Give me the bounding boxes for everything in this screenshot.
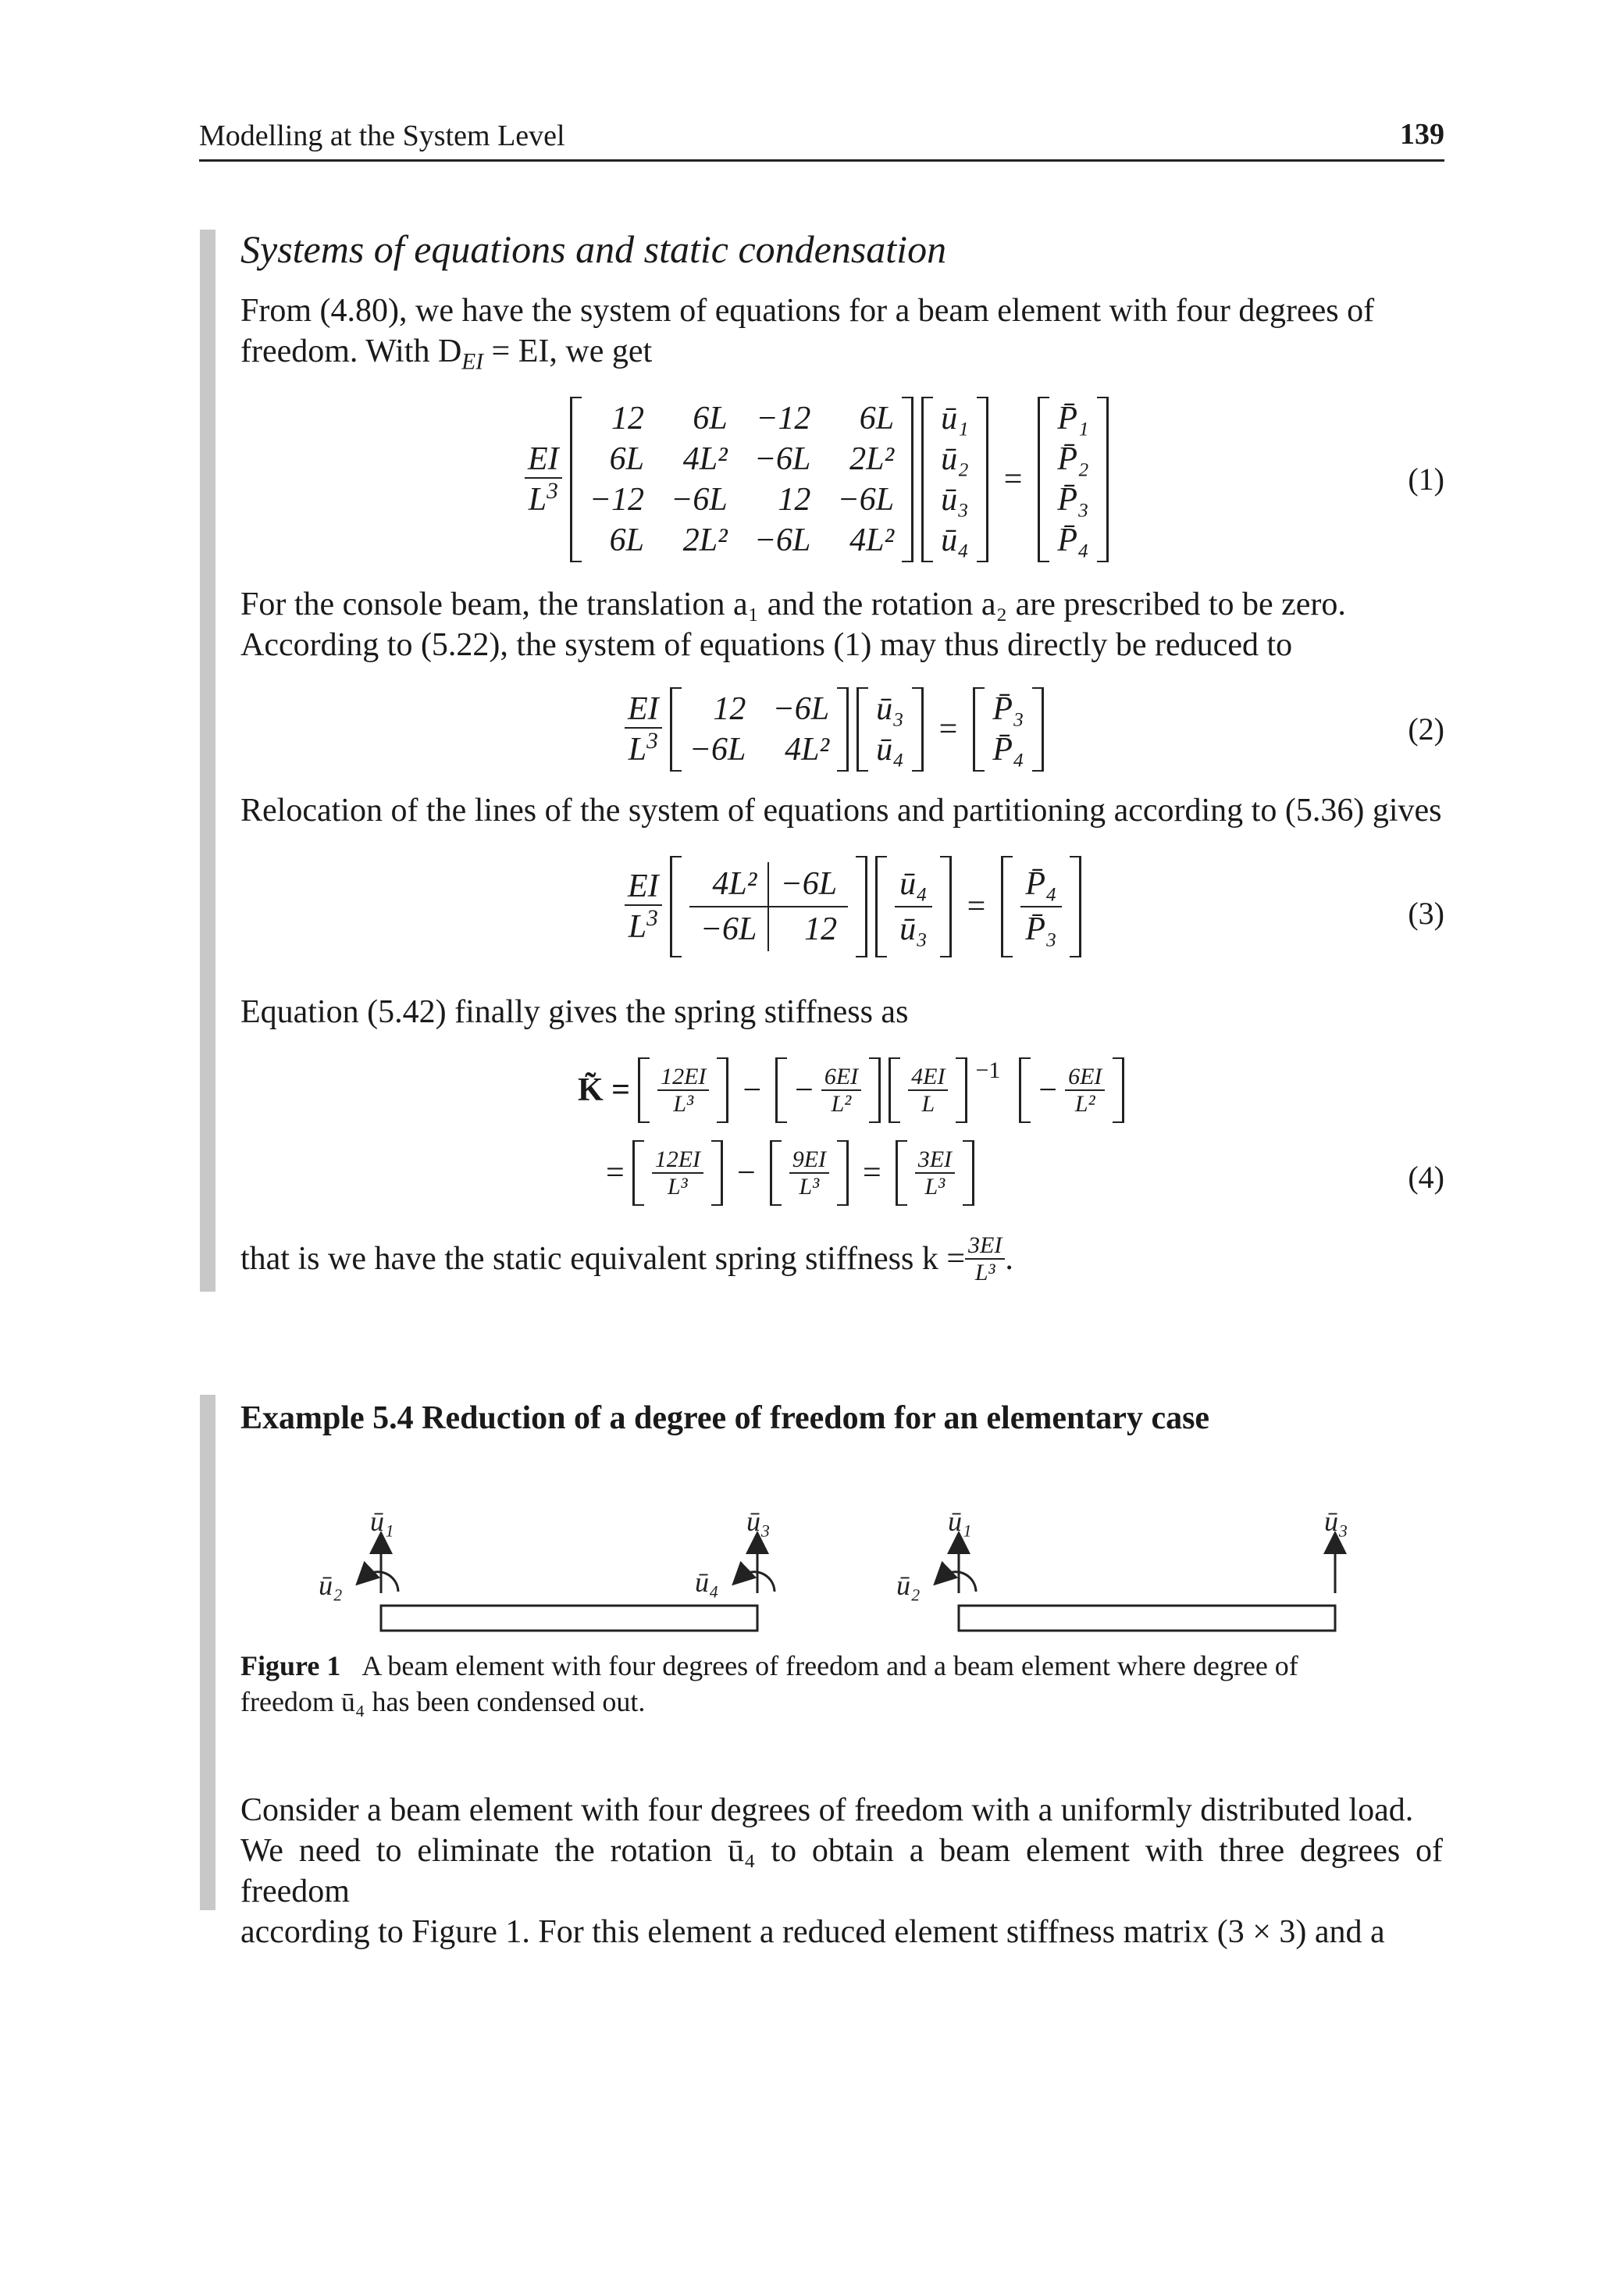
bracket-left [973,687,985,772]
example-body-line-2: We need to eliminate the rotation ū₄ to obtain a beam element with three degrees of freedom [240,1833,1443,1909]
partitioned-matrix [689,862,848,951]
matrix-entry: −6L [769,862,848,907]
vector-entry: ū₃ [876,691,904,727]
figure-caption [240,1648,1443,1720]
vector-entry: ū₃ [899,911,928,947]
eq1-coefficient: $\frac{EI}{L^3}$ [525,441,562,518]
vector-entry: P̄₃ [1025,911,1057,947]
matrix-entry: −12 [756,401,811,437]
displacement-vector [895,862,932,951]
matrix-entry: 12 [778,482,811,518]
matrix-entry: 4L² [682,441,728,477]
bracket-right [869,1057,881,1123]
matrix-entry: 12 [713,691,746,727]
example-body-line-3: according to Figure 1. For this element a reduced element stiffness matrix (3 × 3) and a [240,1914,1385,1950]
conclusion-line: that is we have the static equivalent spring stiffness k = $\frac{3EI}{\text{L³}}$ . [240,1232,1013,1285]
bracket-right [1097,397,1109,562]
matrix-entry: 6L [693,401,728,437]
bracket-left [875,856,887,957]
section-sidebar-bar [200,230,215,1292]
load-vector [1020,862,1061,951]
bracket-right [912,687,924,772]
stiffness-matrix-4x4 [589,398,894,561]
eq3-coefficient: $\frac{EI}{L^3}$ [625,868,662,945]
bracket-left [570,397,582,562]
bracket-right [956,1057,967,1123]
load-vector [1057,398,1088,561]
bracket-right [977,397,988,562]
right-u1-label: ū₁ [948,1506,972,1537]
vector-entry: P̄₂ [1057,441,1089,477]
matrix-entry: 6L [609,441,644,477]
intro-line-2: freedom. With $D_{EI}$ = EI, we get [240,333,653,375]
equation-4-line-2 [606,1140,974,1206]
bracket-left [856,687,868,772]
right-u2-label: ū₂ [896,1570,921,1601]
equation-1 [525,397,1109,562]
bracket-left [1001,856,1013,957]
minus-sign: − [737,1155,756,1191]
matrix-entry: 6L [609,522,644,558]
equation-4-intro: Equation (5.42) finally gives the spring stiffness as [240,994,909,1030]
caption-line-1: A beam element with four degrees of freedom and a beam element where degree of [361,1650,1298,1681]
console-line-2: According to (5.22), the system of equations (1) may thus directly be reduced to [240,627,1293,663]
matrix-entry: 12 [611,401,644,437]
vector-entry: ū₄ [876,732,904,768]
load-vector [992,689,1024,770]
bracket-right [963,1140,974,1206]
fraction: $\frac{3EI}{\text{L³}}$ [915,1146,955,1200]
right-u3-label: ū₃ [1324,1506,1348,1537]
vector-entry: ū₁ [941,401,969,437]
vector-entry: P̄₄ [1057,522,1089,558]
beam-figure [312,1492,1390,1640]
fraction: $\frac{4EI}{L}$ [908,1064,948,1117]
caption-label: Figure 1 [240,1650,341,1681]
minus-sign: − [743,1072,762,1108]
bracket-left [632,1140,644,1206]
running-header-title: Modelling at the System Level [199,119,565,152]
bracket-left [1019,1057,1031,1123]
left-u3-label: ū₃ [746,1506,771,1537]
matrix-entry: 6L [859,401,895,437]
bracket-left [670,856,682,957]
vector-entry: P̄₄ [992,732,1024,768]
equation-2 [625,687,1044,772]
example-body-line-1: Consider a beam element with four degrees of freedom with a uniformly distributed load. [240,1792,1414,1828]
equation-3 [625,856,1081,957]
example-body [240,1790,1443,1952]
matrix-entry: −6L [837,482,895,518]
equals-sign: = [863,1155,881,1191]
vector-entry: P̄₄ [1020,862,1061,907]
vector-entry: ū₄ [895,862,932,907]
vector-entry: P̄₃ [992,691,1024,727]
bracket-right [711,1140,723,1206]
eq2-coefficient: $\frac{EI}{L^3}$ [625,691,662,768]
bracket-right [1032,687,1044,772]
bracket-right [1113,1057,1124,1123]
bracket-right [902,397,913,562]
matrix-entry: −6L [671,482,728,518]
console-line-1: For the console beam, the translation a₁ and the rotation a₂ are prescribed to be zero. [240,586,1346,622]
negative-sign: − [795,1072,814,1108]
equation-number-1: (1) [1408,462,1444,497]
fraction: $\frac{12EI}{\text{L³}}$ [652,1146,703,1200]
vector-entry: ū₄ [941,522,969,558]
fraction: $\frac{12EI}{\text{L³}}$ [657,1064,709,1117]
matrix-entry: 4L² [785,732,830,768]
matrix-entry: 4L² [689,862,770,907]
section-title: Systems of equations and static condensation [240,227,947,271]
left-beam [381,1606,757,1631]
fraction: $\frac{6EI}{\text{L²}}$ [1065,1064,1105,1117]
relocation-line: Relocation of the lines of the system of equations and partitioning according to (5.36) gives [240,793,1442,829]
header-rule [199,159,1444,162]
example-title: Example 5.4 Reduction of a degree of freedom for an elementary case [240,1400,1210,1436]
matrix-entry: −6L [753,522,811,558]
bracket-right [940,856,952,957]
fraction: $\frac{9EI}{\text{L³}}$ [789,1146,829,1200]
left-u4-label: ū₄ [695,1567,719,1598]
bracket-left [921,397,933,562]
matrix-entry: −6L [689,907,770,951]
negative-sign: − [1038,1072,1058,1108]
bracket-left [775,1057,787,1123]
equation-number-3: (3) [1408,896,1444,931]
matrix-entry: −6L [689,732,746,768]
bracket-left [889,1057,900,1123]
bracket-right [837,1140,849,1206]
equals-sign: = [967,889,986,925]
displacement-vector [876,689,904,770]
fraction: $\frac{3EI}{\text{L³}}$ [965,1232,1005,1285]
equation-number-2: (2) [1408,711,1444,747]
bracket-left [896,1140,907,1206]
stiffness-matrix-2x2 [689,689,829,770]
page-number: 139 [1400,118,1444,151]
equals-sign: = [606,1155,625,1191]
bracket-left [638,1057,650,1123]
left-u1-label: ū₁ [370,1506,394,1537]
right-beam [959,1606,1335,1631]
caption-line-2: freedom ū₄ has been condensed out. [240,1686,646,1717]
bracket-left [1038,397,1049,562]
bracket-left [670,687,682,772]
bracket-right [856,856,867,957]
matrix-entry: −6L [772,691,830,727]
matrix-entry: −6L [753,441,811,477]
example-sidebar-bar [200,1395,215,1910]
intro-line-1: From (4.80), we have the system of equations for a beam element with four degrees of [240,293,1375,329]
matrix-entry: 12 [804,911,838,947]
equation-4-line-1 [578,1057,1124,1123]
inverse-exponent: −1 [975,1057,1001,1083]
bracket-right [837,687,849,772]
matrix-entry: 2L² [682,522,728,558]
vector-entry: P̄₁ [1057,401,1089,437]
vector-entry: P̄₃ [1057,482,1089,518]
vector-entry: ū₂ [941,441,969,477]
vector-entry: ū₃ [941,482,969,518]
bracket-left [770,1140,782,1206]
equals-sign: = [1003,462,1023,497]
bracket-right [717,1057,728,1123]
fraction: $\frac{6EI}{\text{L²}}$ [821,1064,861,1117]
equals-sign: = [938,711,958,747]
bracket-right [1070,856,1081,957]
matrix-entry: −12 [589,482,644,518]
matrix-entry: 2L² [849,441,895,477]
stiffness-symbol: K̃ = [578,1072,631,1108]
equation-number-4: (4) [1408,1160,1444,1195]
displacement-vector [941,398,969,561]
matrix-entry: 4L² [849,522,895,558]
left-u2-label: ū₂ [319,1570,343,1601]
